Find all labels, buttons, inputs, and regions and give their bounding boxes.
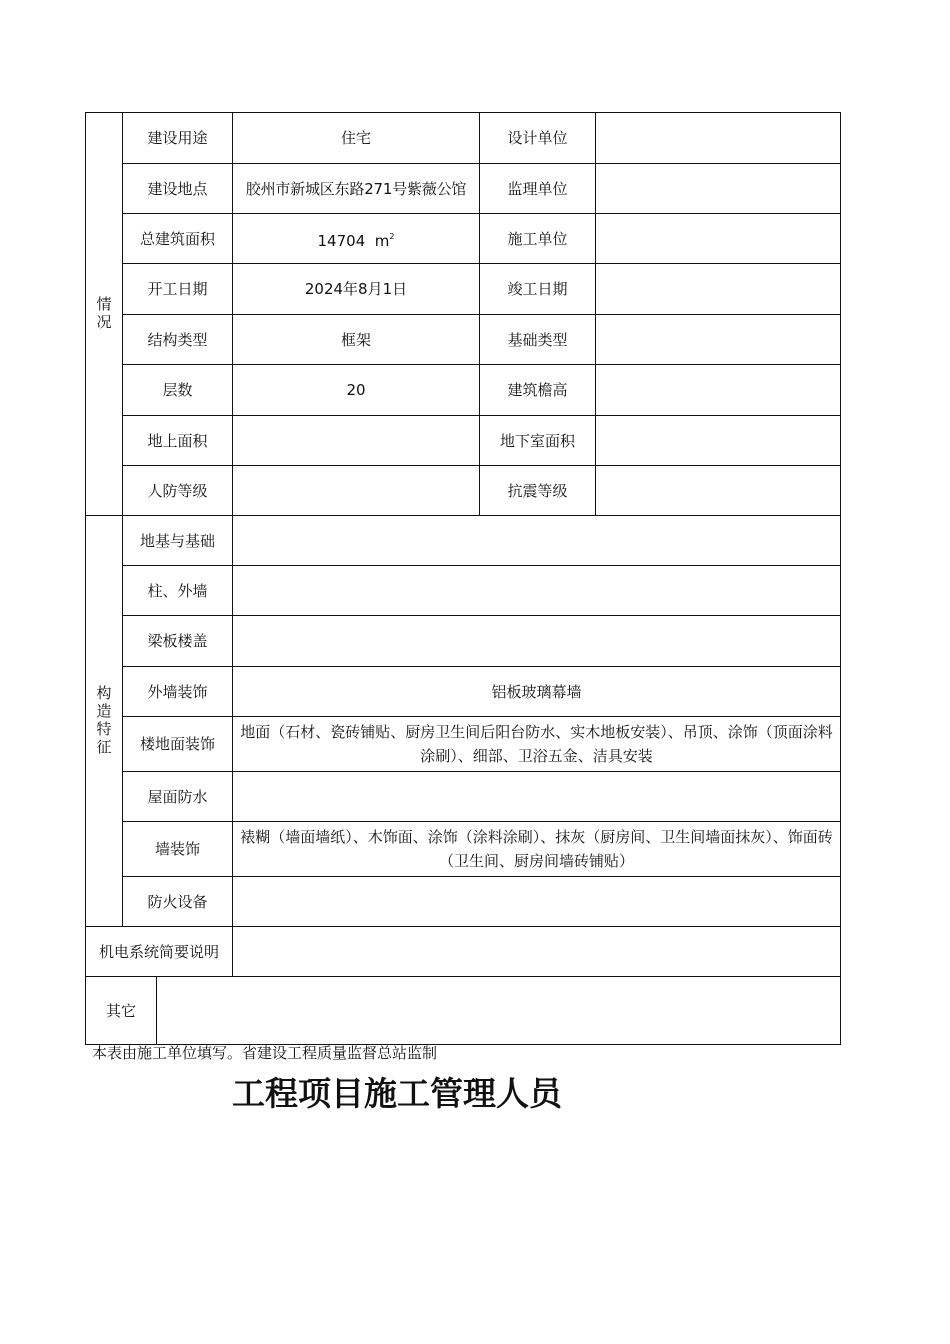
columns-label: 柱、外墙: [123, 566, 233, 616]
section-label-construction: 构造特征: [86, 516, 123, 927]
eave-height-label: 建筑檐高: [480, 365, 596, 416]
eave-height-value: [596, 365, 841, 416]
fire-equipment-label: 防火设备: [123, 877, 233, 927]
row-usage: [86, 113, 841, 164]
foundation-type-value: [596, 315, 841, 365]
beams-label: 梁板楼盖: [123, 616, 233, 667]
start-date-value: 2024年8月1日: [233, 264, 480, 315]
wall-decor-label: 墙装饰: [123, 822, 233, 877]
row-floors: [86, 365, 841, 416]
total-area-number: 14704: [317, 231, 366, 250]
total-area-label: 总建筑面积: [123, 214, 233, 264]
start-date-label: 开工日期: [123, 264, 233, 315]
section-heading: 工程项目施工管理人员: [232, 1074, 562, 1113]
row-foundation: [86, 516, 841, 566]
row-wall-decor: [86, 822, 841, 877]
civil-defense-label: 人防等级: [123, 466, 233, 516]
completion-date-label: 竣工日期: [480, 264, 596, 315]
total-area-value: [233, 214, 480, 264]
mep-label: 机电系统简要说明: [86, 927, 233, 977]
row-location: [86, 164, 841, 214]
row-exterior: [86, 667, 841, 717]
foundation-type-label: 基础类型: [480, 315, 596, 365]
floors-label: 层数: [123, 365, 233, 416]
location-value: 胶州市新城区东路271号紫薇公馆: [233, 164, 480, 214]
columns-value: [233, 566, 841, 616]
mep-value: [233, 927, 841, 977]
foundation-label: 地基与基础: [123, 516, 233, 566]
structure-type-label: 结构类型: [123, 315, 233, 365]
row-civil-defense: [86, 466, 841, 516]
above-ground-area-value: [233, 416, 480, 466]
row-beams: [86, 616, 841, 667]
above-ground-area-label: 地上面积: [123, 416, 233, 466]
usage-label: 建设用途: [123, 113, 233, 164]
location-label: 建设地点: [123, 164, 233, 214]
design-unit-label: 设计单位: [480, 113, 596, 164]
construction-unit-label: 施工单位: [480, 214, 596, 264]
other-value: [157, 977, 841, 1045]
section-label-situation: 情况: [86, 113, 123, 516]
basement-area-value: [596, 416, 841, 466]
floor-decor-label: 楼地面装饰: [123, 717, 233, 772]
row-above-area: [86, 416, 841, 466]
design-unit-value: [596, 113, 841, 164]
row-fire: [86, 877, 841, 927]
footnote: 本表由施工单位填写。省建设工程质量监督总站监制: [92, 1044, 438, 1062]
wall-decor-value: 裱糊（墙面墙纸）、木饰面、涂饰（涂料涂刷）、抹灰（厨房间、卫生间墙面抹灰）、饰面砖（卫生间、厨房间墙砖铺贴）: [233, 822, 841, 877]
floor-decor-value: 地面（石材、瓷砖铺贴、厨房卫生间后阳台防水、实木地板安装）、吊顶、涂饰（顶面涂料涂刷）、细部、卫浴五金、洁具安装: [233, 717, 841, 772]
usage-value: 住宅: [233, 113, 480, 164]
seismic-grade-label: 抗震等级: [480, 466, 596, 516]
fire-equipment-value: [233, 877, 841, 927]
roof-waterproof-label: 屋面防水: [123, 772, 233, 822]
completion-date-value: [596, 264, 841, 315]
beams-value: [233, 616, 841, 667]
row-columns: [86, 566, 841, 616]
floors-value: 20: [233, 365, 480, 416]
total-area-unit: m: [374, 231, 390, 250]
foundation-value: [233, 516, 841, 566]
row-roof: [86, 772, 841, 822]
exterior-decor-value: 铝板玻璃幕墙: [233, 667, 841, 717]
row-other: [86, 977, 841, 1045]
roof-waterproof-value: [233, 772, 841, 822]
construction-unit-value: [596, 214, 841, 264]
row-start: [86, 264, 841, 315]
row-structure: [86, 315, 841, 365]
civil-defense-value: [233, 466, 480, 516]
seismic-grade-value: [596, 466, 841, 516]
basement-area-label: 地下室面积: [480, 416, 596, 466]
supervision-unit-value: [596, 164, 841, 214]
row-floor-decor: [86, 717, 841, 772]
supervision-unit-label: 监理单位: [480, 164, 596, 214]
other-label: 其它: [86, 977, 157, 1045]
row-area: [86, 214, 841, 264]
total-area-unit-sup: 2: [389, 231, 395, 241]
row-mep: [86, 927, 841, 977]
exterior-decor-label: 外墙装饰: [123, 667, 233, 717]
project-info-table: [85, 112, 841, 1045]
structure-type-value: 框架: [233, 315, 480, 365]
